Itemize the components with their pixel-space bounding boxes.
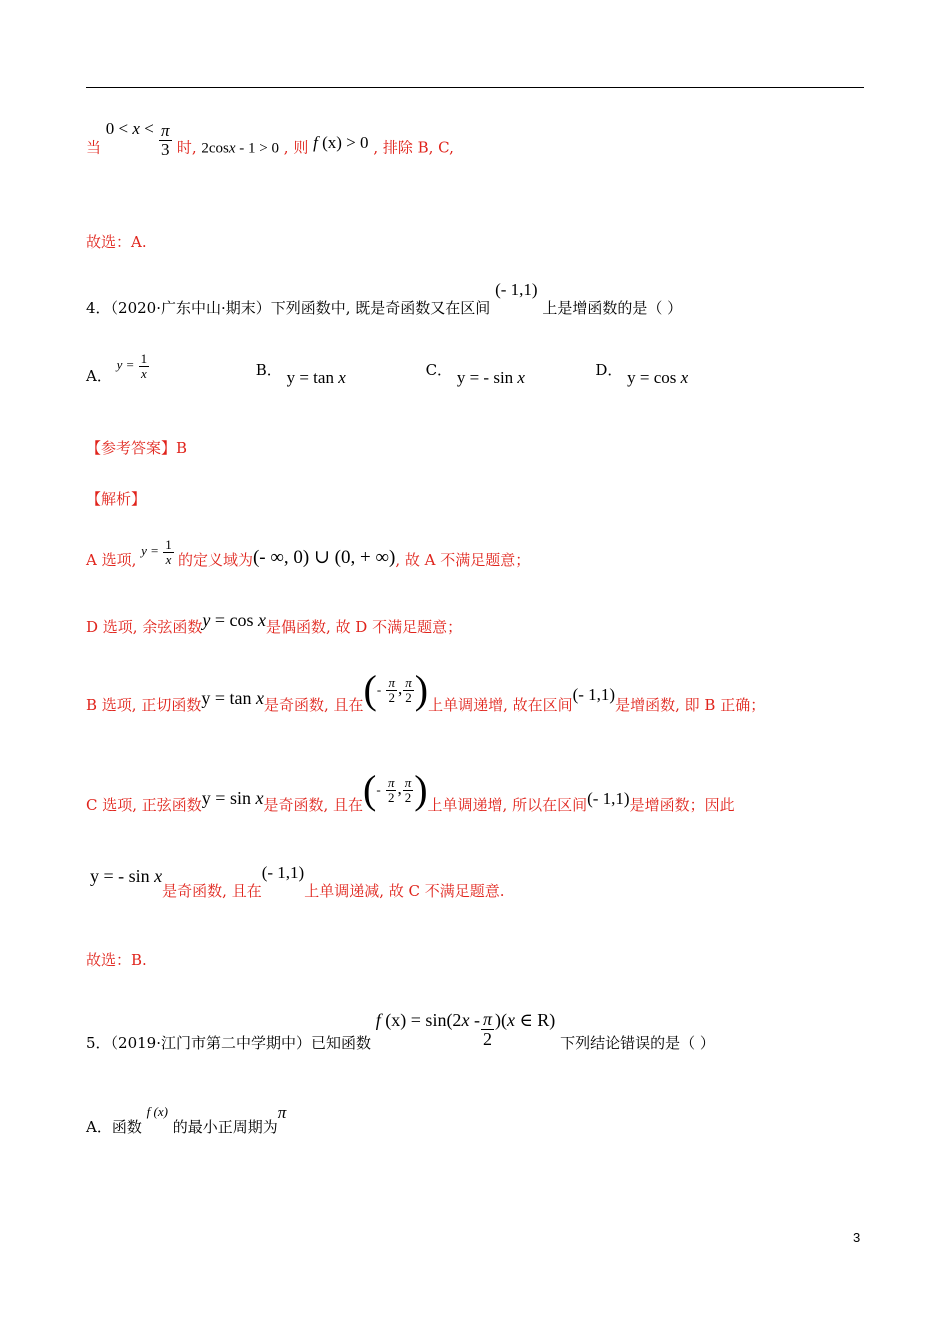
interval: (- 1,1) (495, 280, 538, 299)
text: 当 (86, 138, 102, 157)
inequality: 0 < x < $\frac{\pi}{3}$ (105, 119, 170, 159)
analysis-line-b: B 选项, 正切函数y = tan x是奇函数, 且在(- $\frac{\pi}{2}$ , $\frac{\pi}{2}$ )上单调递增, 故在区间(- 1,1)是增函数, 即 B 正确； (86, 667, 766, 714)
header-rule (86, 87, 864, 88)
conclusion-1: 故选：A. (86, 233, 147, 251)
analysis-line-c: C 选项, 正弦函数y = sin x是奇函数, 且在(- $\frac{\pi}{2}$ , $\frac{\pi}{2}$ )上单调递增, 所以在区间(- 1,1)是增函数；因此 (86, 767, 735, 814)
option-a[interactable]: A． y = $\frac{1}{x}$ (86, 351, 148, 386)
question-5-stem: 5．（2019·江门市第二中学期中）已知函数 f (x) = sin(2x - $\frac{\pi}{2}$ )(x ∈ R) 下列结论错误的是（ ） (86, 1009, 715, 1052)
option-b[interactable]: B． y = tan x (255, 361, 346, 388)
question-5-option-a[interactable]: A．函数 f (x) 的最小正周期为π (86, 1103, 287, 1136)
page-number: 3 (853, 1230, 861, 1245)
analysis-line-d: D 选项, 余弦函数y = cos x是偶函数, 故 D 不满足题意； (86, 610, 463, 636)
reference-answer: 【参考答案】B (86, 439, 188, 457)
analysis-line-a: A 选项, y = $\frac{1}{x}$ 的定义域为(- ∞, 0) ∪ (0, + ∞), 故 A 不满足题意； (86, 537, 531, 570)
option-c[interactable]: C． y = - sin x (425, 361, 525, 388)
option-d[interactable]: D． y = cos x (595, 361, 689, 388)
analysis-heading: 【解析】 (86, 490, 147, 508)
question-4-options (86, 351, 689, 388)
analysis-line-c2: y = - sin x是奇函数, 且在(- 1,1)上单调递减, 故 C 不满足题意. (90, 863, 505, 900)
question-4-stem: 4．（2020·广东中山·期末）下列函数中, 既是奇函数又在区间 (- 1,1) 上是增函数的是（ ） (86, 280, 683, 317)
conclusion-2: 故选：B. (86, 951, 147, 969)
solution-line-1: 当 0 < x < $\frac{\pi}{3}$ 时, 2cosx - 1 > 0 , 则 f (x) > 0 , 排除 B, C, (86, 119, 454, 159)
